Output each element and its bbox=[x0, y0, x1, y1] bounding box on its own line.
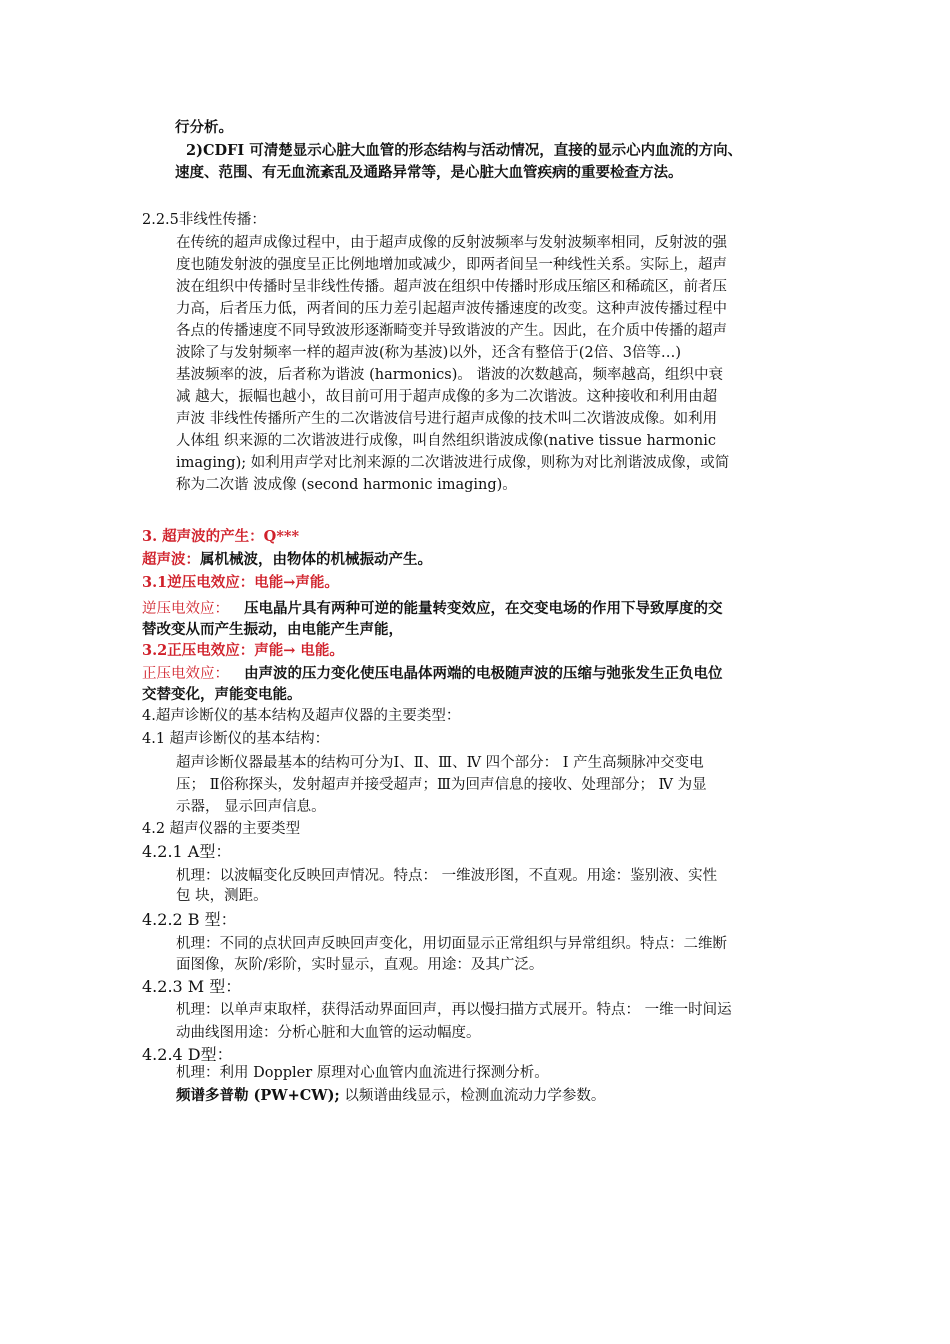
inverse-piezo-line-2: 替改变从而产生振动，由电能产生声能， bbox=[142, 621, 403, 638]
body-line: 各点的传播速度不同导致波形逐渐畸变并导致谐波的产生。因此，在介质中传播的超声 bbox=[176, 323, 727, 339]
body-line: 基波频率的波，后者称为谐波 (harmonics)。 谐波的次数越高，频率越高，组织中衰 bbox=[176, 367, 723, 383]
body-line: 力高，后者压力低，两者间的压力差引起超声波传播速度的改变。这种声波传播过程中 bbox=[176, 301, 727, 317]
cdfi-bold-line-1: 2)CDFI 可清楚显示心脏大血管的形态结构与活动情况，直接的显示心内血流的方向、 bbox=[186, 142, 743, 159]
b-mode-line: 面图像，灰阶/彩阶，实时显示，直观。用途：及其广泛。 bbox=[176, 957, 544, 973]
section-3-1-heading: 3.1逆压电效应：电能→声能。 bbox=[142, 574, 339, 591]
structure-line: 示器， 显示回声信息。 bbox=[176, 799, 326, 815]
body-line: 声波 非线性传播所产生的二次谐波信号进行超声成像的技术叫二次谐波成像。如利用 bbox=[176, 411, 718, 427]
body-line: 减 越大，振幅也越小，故目前可用于超声成像的多为二次谐波。这种接收和利用由超 bbox=[176, 389, 718, 405]
structure-line: 压； Ⅱ俗称探头，发射超声并接受超声；Ⅲ为回声信息的接收、处理部分； Ⅳ 为显 bbox=[176, 777, 707, 793]
a-mode-line: 机理：以波幅变化反映回声情况。特点： 一维波形图，不直观。用途：鉴别液、实性 bbox=[176, 868, 718, 884]
definition-text: 属机械波，由物体的机械振动产生。 bbox=[200, 551, 432, 568]
spectral-doppler-line bbox=[176, 1086, 605, 1106]
section-4-heading: 4.超声诊断仪的基本结构及超声仪器的主要类型： bbox=[142, 708, 461, 724]
structure-line: 超声诊断仪器最基本的结构可分为Ⅰ、Ⅱ、Ⅲ、Ⅳ 四个部分： Ⅰ 产生高频脉冲交变电 bbox=[176, 755, 704, 771]
body-line: 在传统的超声成像过程中，由于超声成像的反射波频率与发射波频率相同，反射波的强 bbox=[176, 235, 727, 251]
ultrasound-definition bbox=[142, 550, 432, 570]
definition-label: 超声波： bbox=[142, 551, 200, 568]
inverse-piezo-label: 逆压电效应： bbox=[142, 601, 229, 617]
m-mode-line: 动曲线图用途：分析心脏和大血管的运动幅度。 bbox=[176, 1025, 481, 1041]
body-line: 称为二次谐 波成像 (second harmonic imaging)。 bbox=[176, 477, 517, 493]
cdfi-tail-text: 行分析。 bbox=[175, 119, 233, 136]
section-4-1-heading: 4.1 超声诊断仪的基本结构： bbox=[142, 731, 330, 747]
cdfi-bold-line-2: 速度、范围、有无血流紊乱及通路异常等，是心脏大血管疾病的重要检查方法。 bbox=[175, 164, 683, 181]
b-mode-line: 机理：不同的点状回声反映回声变化，用切面显示正常组织与异常组织。特点：二维断 bbox=[176, 936, 727, 952]
direct-piezo-text: 由声波的压力变化使压电晶体两端的电极随声波的压缩与弛张发生正负电位 bbox=[244, 665, 723, 682]
direct-piezo-line-2: 交替变化，声能变电能。 bbox=[142, 686, 302, 703]
inverse-piezo-text: 压电晶片具有两种可逆的能量转变效应，在交变电场的作用下导致厚度的交 bbox=[244, 600, 723, 617]
body-line: 人体组 织来源的二次谐波进行成像，叫自然组织谐波成像(native tissue harmonic bbox=[176, 433, 716, 449]
section-2-2-5-heading: 2.2.5非线性传播： bbox=[142, 212, 266, 228]
section-3-heading: 3. 超声波的产生：Q*** bbox=[142, 528, 300, 545]
a-mode-line: 包 块，测距。 bbox=[176, 888, 268, 904]
a-mode-heading: 4.2.1 A型： bbox=[142, 842, 232, 861]
spectral-doppler-text: 以频谱曲线显示，检测血流动力学参数。 bbox=[339, 1088, 606, 1104]
spectral-doppler-label: 频谱多普勒 (PW+CW); bbox=[176, 1087, 340, 1104]
body-line: 度也随发射波的强度呈正比例地增加或减少，即两者间呈一种线性关系。实际上，超声 bbox=[176, 257, 727, 273]
body-line: imaging); 如利用声学对比剂来源的二次谐波进行成像，则称为对比剂谐波成像，或简 bbox=[176, 455, 730, 471]
d-mode-heading: 4.2.4 D型： bbox=[142, 1045, 233, 1064]
d-mode-line: 机理：利用 Doppler 原理对心血管内血流进行探测分析。 bbox=[176, 1065, 549, 1081]
m-mode-heading: 4.2.3 M 型： bbox=[142, 977, 242, 996]
body-line: 波在组织中传播时呈非线性传播。超声波在组织中传播时形成压缩区和稀疏区，前者压 bbox=[176, 279, 727, 295]
m-mode-line: 机理：以单声束取样，获得活动界面回声，再以慢扫描方式展开。特点： 一维一时间运 bbox=[176, 1002, 732, 1018]
body-line: 波除了与发射频率一样的超声波(称为基波)以外，还含有整倍于(2倍、3倍等…) bbox=[176, 345, 682, 361]
direct-piezo-label: 正压电效应： bbox=[142, 666, 229, 682]
section-4-2-heading: 4.2 超声仪器的主要类型 bbox=[142, 821, 301, 837]
direct-piezo-line-1 bbox=[142, 664, 723, 684]
inverse-piezo-line-1 bbox=[142, 599, 723, 619]
section-3-2-heading: 3.2正压电效应：声能→ 电能。 bbox=[142, 642, 344, 659]
b-mode-heading: 4.2.2 B 型： bbox=[142, 910, 237, 929]
